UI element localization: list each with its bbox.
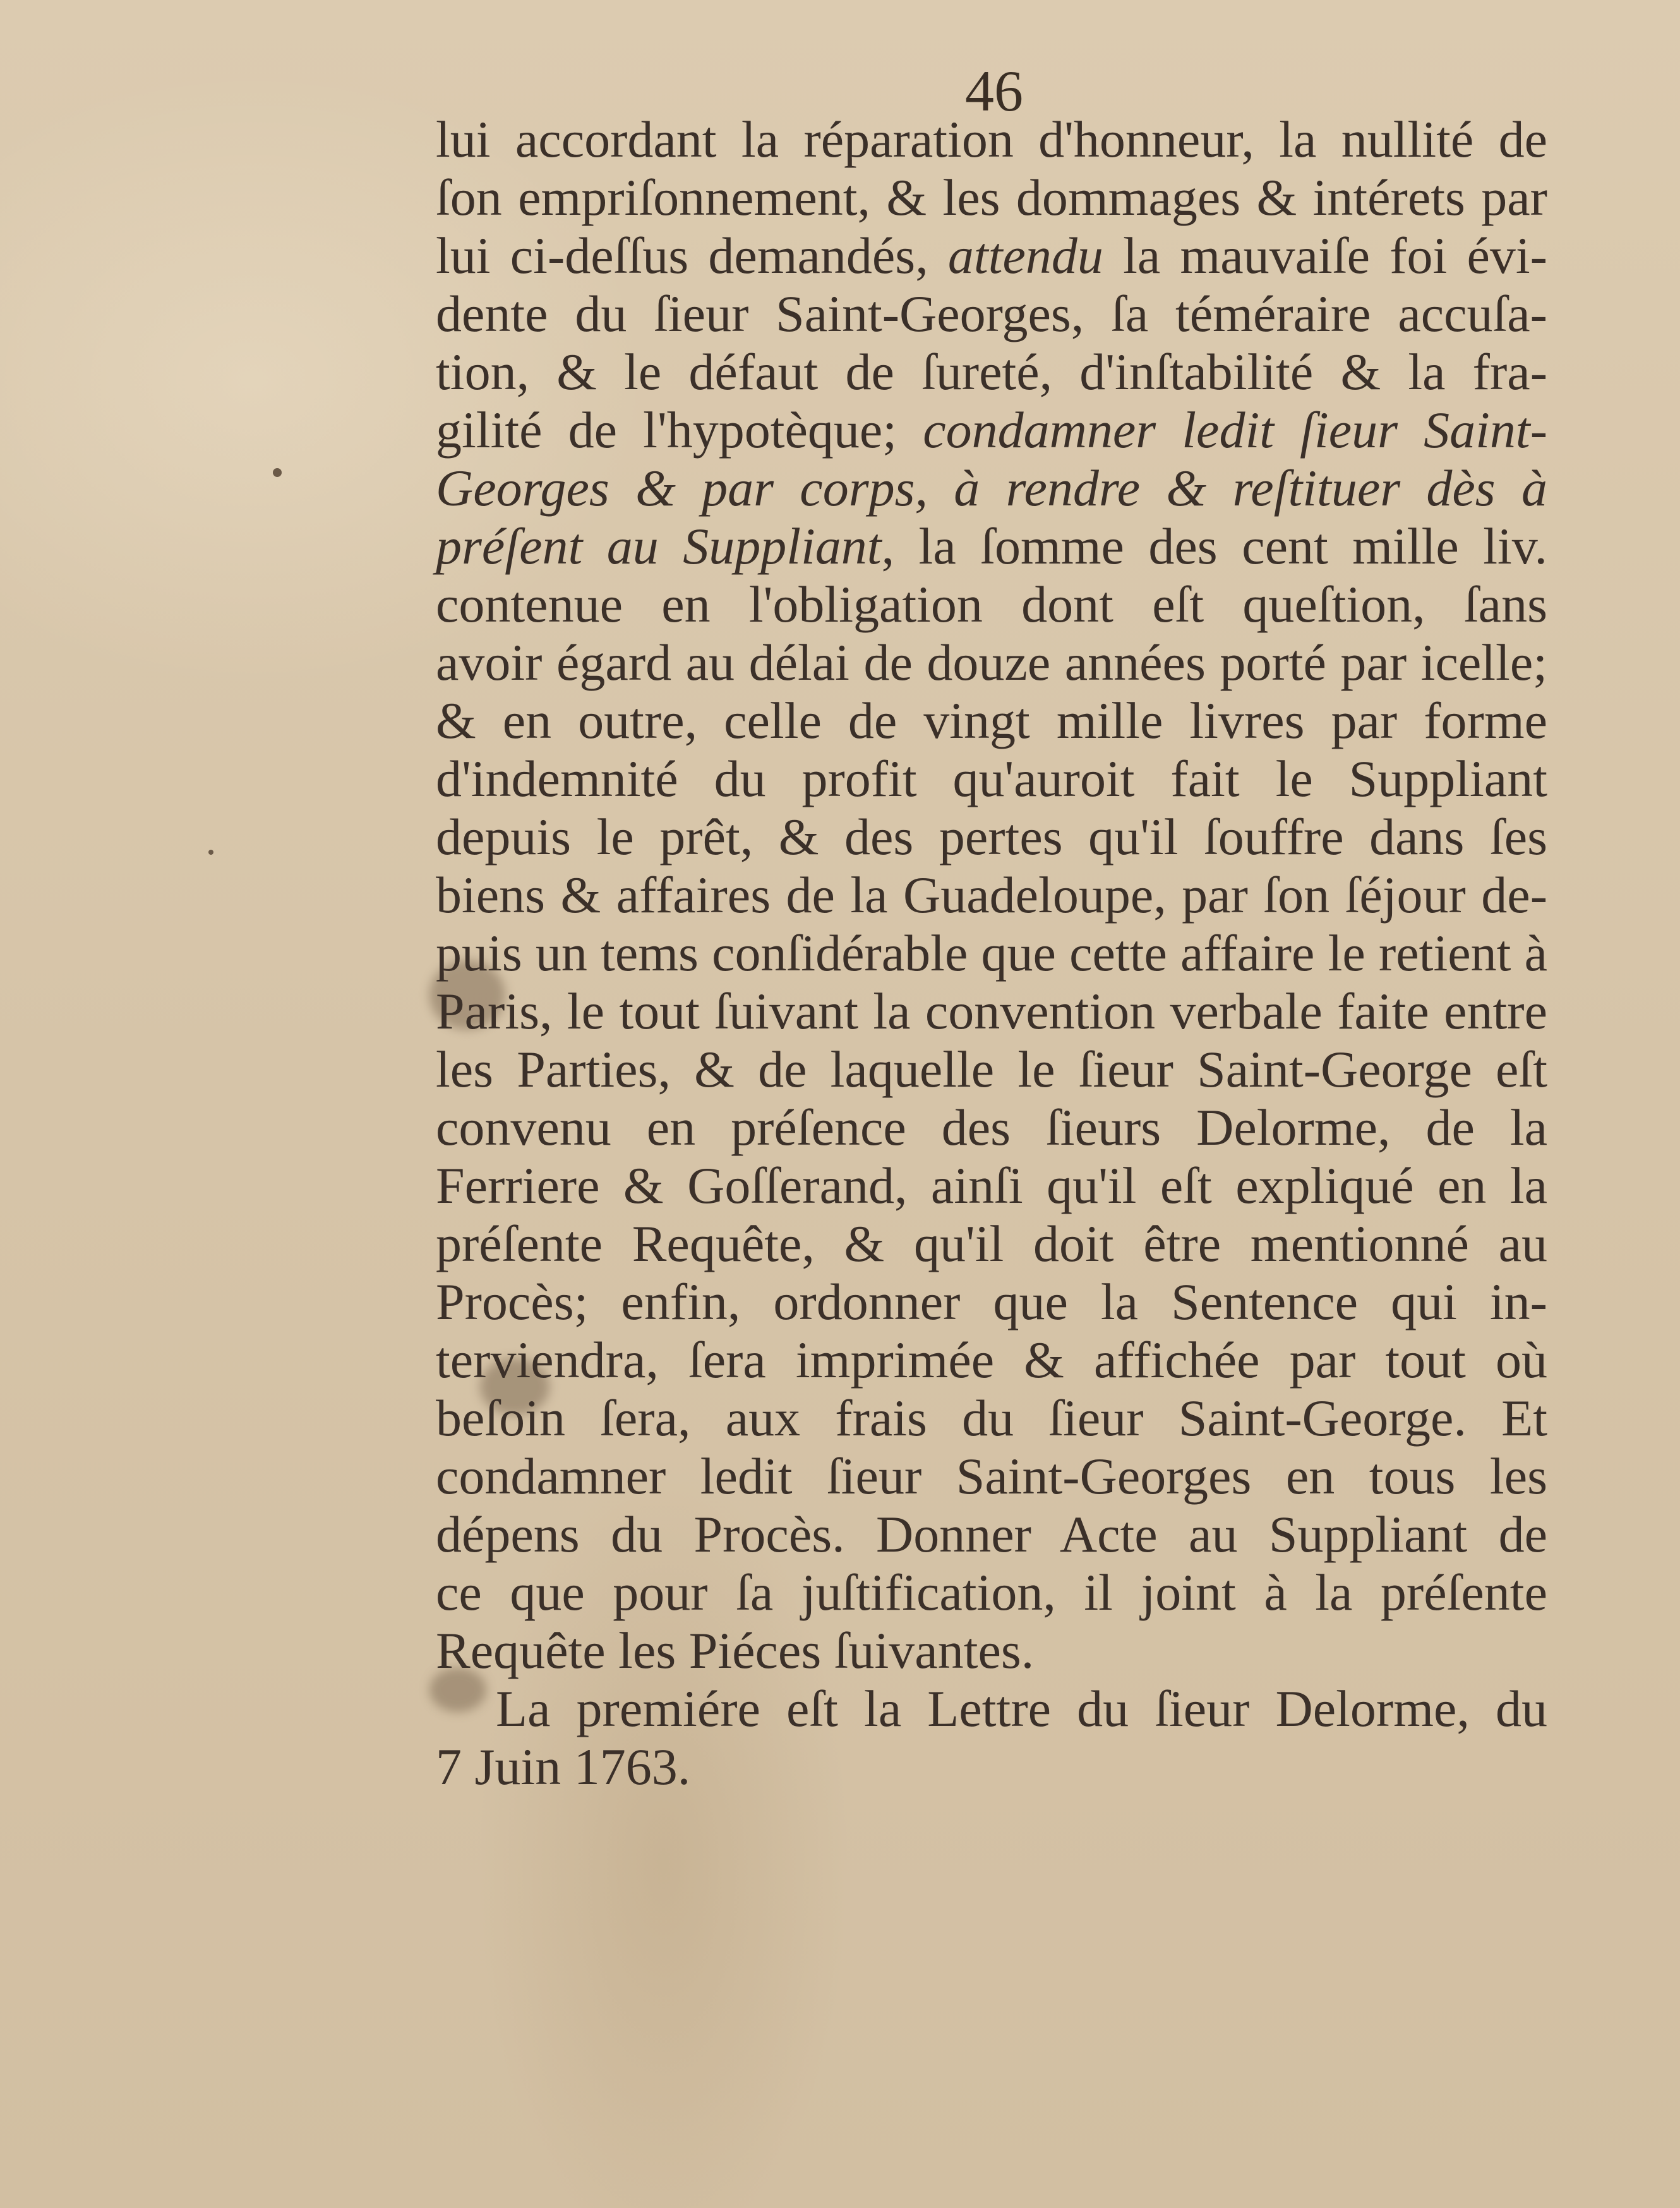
text-span: depuis le prêt, & des pertes qu'il ſouffre dans ſes bbox=[436, 808, 1547, 866]
speck bbox=[208, 850, 213, 855]
text-line bbox=[436, 285, 1547, 343]
text-span: ſon empriſonnement, & les dommages & intérets par bbox=[436, 169, 1547, 226]
text-line bbox=[436, 1738, 1547, 1796]
text-span: dépens du Procès. Donner Acte au Suppliant de bbox=[436, 1505, 1547, 1563]
text-span: contenue en l'obligation dont eſt queſtion, ſans bbox=[436, 576, 1547, 633]
text-line bbox=[436, 1215, 1547, 1273]
text-line bbox=[436, 692, 1547, 750]
body-text bbox=[436, 111, 1547, 1796]
text-line bbox=[436, 1041, 1547, 1099]
text-span: Ferriere & Goſſerand, ainſi qu'il eſt expliqué en la bbox=[436, 1157, 1547, 1214]
text-span: 7 Juin 1763. bbox=[436, 1738, 691, 1795]
text-span: beſoin ſera, aux frais du ſieur Saint-George. Et bbox=[436, 1389, 1547, 1447]
text-span: Procès; enfin, ordonner que la Sentence qui in- bbox=[436, 1273, 1547, 1330]
text-span: convenu en préſence des ſieurs Delorme, de la bbox=[436, 1099, 1547, 1156]
text-line bbox=[436, 227, 1547, 285]
text-line bbox=[436, 634, 1547, 692]
text-span: lui ci-deſſus demandés, bbox=[436, 227, 948, 284]
italic-text: préſent au Suppliant bbox=[436, 517, 882, 575]
text-line bbox=[436, 808, 1547, 866]
text-line bbox=[436, 750, 1547, 808]
text-line bbox=[436, 1622, 1547, 1680]
text-line bbox=[436, 866, 1547, 924]
text-line bbox=[436, 1564, 1547, 1622]
text-line bbox=[436, 111, 1547, 169]
text-line bbox=[436, 1447, 1547, 1505]
text-line bbox=[436, 1099, 1547, 1157]
text-span: terviendra, ſera imprimée & affichée par tout où bbox=[436, 1331, 1547, 1389]
text-line bbox=[436, 1157, 1547, 1215]
text-line bbox=[436, 924, 1547, 982]
text-span: d'indemnité du profit qu'auroit fait le Suppliant bbox=[436, 750, 1547, 807]
text-line bbox=[436, 1273, 1547, 1331]
text-line bbox=[436, 401, 1547, 459]
text-line bbox=[436, 1389, 1547, 1447]
italic-text: attendu bbox=[947, 227, 1103, 284]
text-span: , la ſomme des cent mille liv. bbox=[881, 517, 1547, 575]
text-span: Paris, le tout ſuivant la convention verbale faite entre bbox=[436, 982, 1547, 1040]
text-span: puis un tems conſidérable que cette affaire le retient à bbox=[436, 924, 1547, 982]
text-span: la mauvaiſe foi évi- bbox=[1103, 227, 1547, 284]
text-span: condamner ledit ſieur Saint-Georges en tous les bbox=[436, 1447, 1547, 1505]
text-line bbox=[436, 343, 1547, 401]
text-line bbox=[436, 1680, 1547, 1738]
text-span: dente du ſieur Saint-Georges, ſa téméraire accuſa- bbox=[436, 285, 1547, 342]
text-line bbox=[436, 169, 1547, 227]
text-line bbox=[436, 459, 1547, 517]
text-line bbox=[436, 576, 1547, 634]
text-line bbox=[436, 1505, 1547, 1564]
page-number: 46 bbox=[965, 59, 1023, 123]
text-line bbox=[436, 517, 1547, 576]
italic-text: condamner ledit ſieur Saint- bbox=[923, 401, 1547, 459]
text-line bbox=[436, 1331, 1547, 1389]
text-span: & en outre, celle de vingt mille livres par forme bbox=[436, 692, 1547, 749]
text-span: avoir égard au délai de douze années porté par icelle; bbox=[436, 634, 1547, 691]
text-span: lui accordant la réparation d'honneur, la nullité de bbox=[436, 111, 1547, 168]
text-span: tion, & le défaut de ſureté, d'inſtabilité & la fra- bbox=[436, 343, 1547, 401]
text-span: préſente Requête, & qu'il doit être mentionné au bbox=[436, 1215, 1547, 1272]
speck bbox=[273, 468, 282, 477]
text-span: ce que pour ſa juſtification, il joint à la préſente bbox=[436, 1564, 1547, 1621]
italic-text: Georges & par corps, à rendre & reſtituer dès à bbox=[436, 459, 1547, 517]
text-span: les Parties, & de laquelle le ſieur Saint-George eſt bbox=[436, 1041, 1547, 1098]
text-span: Requête les Piéces ſuivantes. bbox=[436, 1622, 1035, 1679]
text-span: biens & affaires de la Guadeloupe, par ſon ſéjour de- bbox=[436, 866, 1547, 924]
text-span: gilité de l'hypotèque; bbox=[436, 401, 923, 459]
text-span: La premiére eſt la Lettre du ſieur Delorme, du bbox=[496, 1680, 1547, 1737]
text-line bbox=[436, 982, 1547, 1041]
